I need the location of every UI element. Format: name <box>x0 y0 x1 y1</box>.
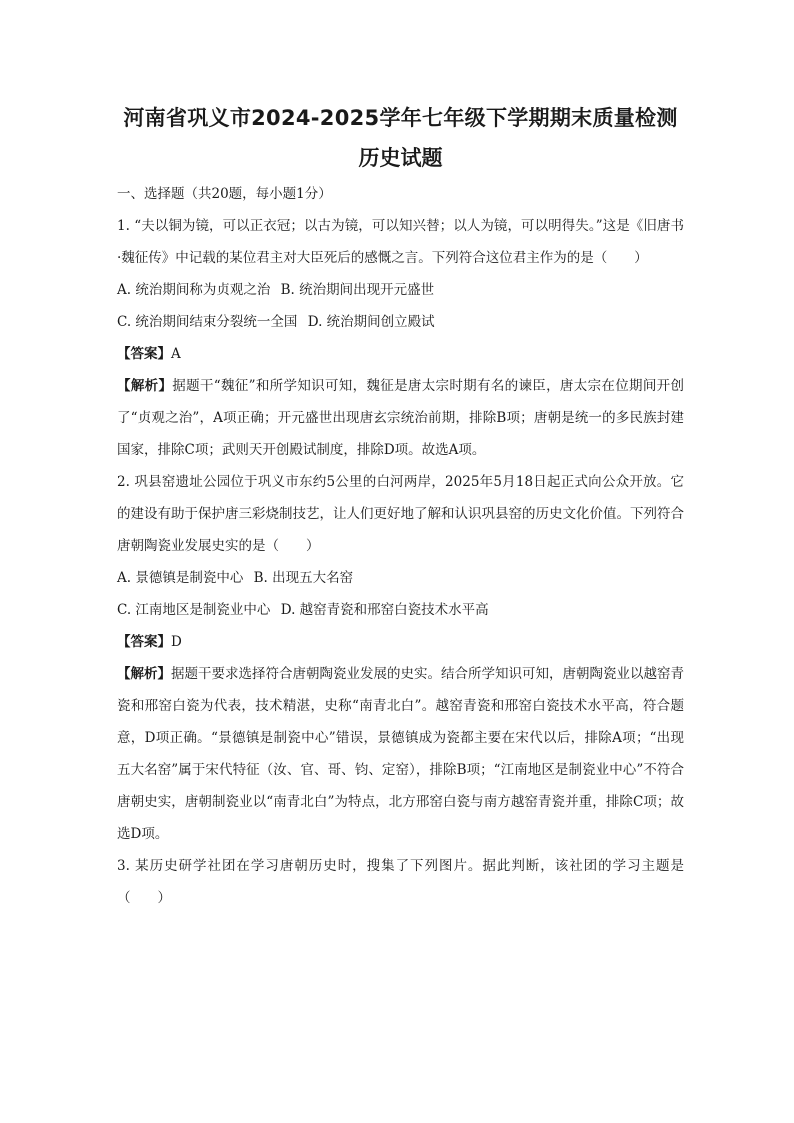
options-row <box>117 594 684 626</box>
document-subtitle: 历史试题 <box>358 146 443 170</box>
options-row <box>117 274 684 306</box>
option-b: B. 统治期间出现开元盛世 <box>280 282 435 298</box>
question-1 <box>117 210 684 466</box>
option-b: B. 出现五大名窑 <box>253 570 354 586</box>
answer-value: D <box>171 634 182 650</box>
option-a: A. 景德镇是制瓷中心 <box>117 570 244 586</box>
section-heading: 一、选择题（共20题，每小题1分） <box>117 186 332 202</box>
question-stem: 2. 巩县窑遗址公园位于巩义市东约5公里的白河两岸，2025年5月18日起正式向公众开放。它的建设有助于保护唐三彩烧制技艺，让人们更好地了解和认识巩县窑的历史文化价值。下列符合唐朝陶瓷业发展史实的是（ ） <box>117 474 684 554</box>
option-c: C. 统治期间结束分裂统一全国 <box>117 314 298 330</box>
option-c: C. 江南地区是制瓷业中心 <box>117 602 271 618</box>
question-3 <box>117 850 684 914</box>
option-d: D. 统治期间创立殿试 <box>307 314 435 330</box>
question-stem: 1. “夫以铜为镜，可以正衣冠；以古为镜，可以知兴替；以人为镜，可以明得失。”这是《旧唐书·魏征传》中记载的某位君主对大臣死后的感慨之言。下列符合这位君主作为的是（ ） <box>117 218 684 266</box>
answer-label: 【答案】 <box>117 346 171 362</box>
analysis-text: 据题干“魏征”和所学知识可知，魏征是唐太宗时期有名的谏臣，唐太宗在位期间开创了“贞观之治”，A项正确；开元盛世出现唐玄宗统治前期，排除B项；唐朝是统一的多民族封建国家，排除C项；武则天开创殿试制度，排除D项。故选A项。 <box>117 378 684 458</box>
analysis-paragraph <box>117 370 684 466</box>
answer-value: A <box>171 346 181 362</box>
analysis-paragraph <box>117 658 684 850</box>
question-stem: 3. 某历史研学社团在学习唐朝历史时，搜集了下列图片。据此判断，该社团的学习主题是（ ） <box>117 858 684 906</box>
analysis-label: 【解析】 <box>117 666 171 682</box>
options-row <box>117 562 684 594</box>
options-row <box>117 306 684 338</box>
answer-line <box>117 338 684 370</box>
document-title: 河南省巩义市2024-2025学年七年级下学期期末质量检测 <box>123 106 678 130</box>
answer-label: 【答案】 <box>117 634 171 650</box>
question-2 <box>117 466 684 850</box>
option-a: A. 统治期间称为贞观之治 <box>117 282 271 298</box>
answer-line <box>117 626 684 658</box>
analysis-text: 据题干要求选择符合唐朝陶瓷业发展的史实。结合所学知识可知，唐朝陶瓷业以越窑青瓷和邢窑白瓷为代表，技术精湛，史称“南青北白”。越窑青瓷和邢窑白瓷技术水平高，符合题意，D项正确。“景德镇是制瓷中心”错误，景德镇成为瓷都主要在宋代以后，排除A项；“出现五大名窑”属于宋代特征（汝、官、哥、钧、定窑），排除B项；“江南地区是制瓷业中心”不符合唐朝史实，唐朝制瓷业以“南青北白”为特点，北方邢窑白瓷与南方越窑青瓷并重，排除C项；故选D项。 <box>117 666 684 842</box>
analysis-label: 【解析】 <box>117 378 173 394</box>
option-d: D. 越窑青瓷和邢窑白瓷技术水平高 <box>280 602 489 618</box>
